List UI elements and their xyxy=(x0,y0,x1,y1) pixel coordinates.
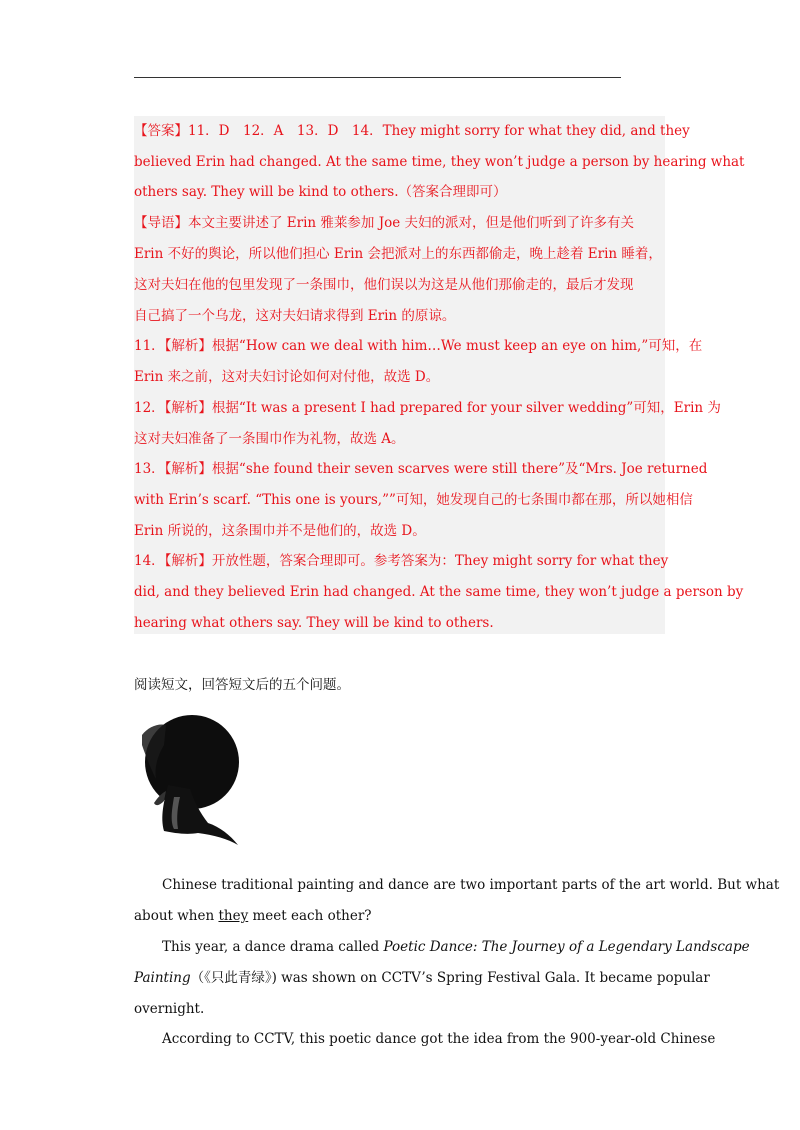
passage-p2-line2 xyxy=(134,970,710,986)
guide-line: Erin 不好的舆论，所以他们担心 Erin 会把派对上的东西都偷走，晚上趁着 Erin 睡着， xyxy=(134,246,662,262)
drama-title: Poetic Dance: The Journey of a Legendary Landscape xyxy=(383,939,750,955)
underlined-word-they: they xyxy=(218,908,249,924)
answer-explanation-box xyxy=(134,116,745,634)
text-span: （《只此青绿》) was shown on CCTV’s Spring Festival Gala. It became popular xyxy=(190,970,710,986)
analysis-11-line: 11．【解析】根据“How can we deal with him…We must keep an eye on him,”可知，在 xyxy=(134,338,703,354)
passage-p2-line3: overnight. xyxy=(134,1001,205,1017)
text-span: about when xyxy=(134,908,219,924)
guide-line: 【导语】本文主要讲述了 Erin 雅莱参加 Joe 夫妇的派对，但是他们听到了许多有关 xyxy=(134,215,635,231)
answer-line: others say. They will be kind to others.（答案合理即可） xyxy=(134,184,507,200)
analysis-14-line: 14．【解析】开放性题，答案合理即可。参考答案为：They might sorry for what they xyxy=(134,553,669,569)
passage-p3-line1: According to CCTV, this poetic dance got the idea from the 900-year-old Chinese xyxy=(162,1031,716,1047)
analysis-11-line: Erin 来之前，这对夫妇讨论如何对付他，故选 D。 xyxy=(134,369,440,385)
guide-line: 这对夫妇在他的包里发现了一条围巾，他们误以为这是从他们那偷走的，最后才发现 xyxy=(134,277,634,293)
analysis-14-line: hearing what others say. They will be kind to others. xyxy=(134,615,494,631)
passage-p2-line1 xyxy=(162,939,750,955)
analysis-13-line: with Erin’s scarf. “This one is yours,””可知，她发现自己的七条围巾都在那，所以她相信 xyxy=(134,492,693,508)
guide-line: 自己搞了一个乌龙，这对夫妇请求得到 Erin 的原谅。 xyxy=(134,308,456,324)
analysis-14-line: did, and they believed Erin had changed. At the same time, they won’t judge a person by xyxy=(134,584,744,600)
drama-title-cont: Painting xyxy=(134,970,191,986)
answer-line: 【答案】11．D 12．A 13．D 14．They might sorry for what they did, and they xyxy=(134,123,690,139)
answer-line: believed Erin had changed. At the same time, they won’t judge a person by hearing what xyxy=(134,154,745,170)
analysis-13-line: Erin 所说的，这条围巾并不是他们的，故选 D。 xyxy=(134,523,426,539)
reading-instruction: 阅读短文，回答短文后的五个问题。 xyxy=(134,677,350,693)
analysis-13-line: 13．【解析】根据“she found their seven scarves were still there”及“Mrs. Joe returned xyxy=(134,461,708,477)
passage-p1-line1: Chinese traditional painting and dance are two important parts of the art world. But what xyxy=(162,877,780,893)
ink-dancer-illustration xyxy=(134,705,244,855)
text-span: This year, a dance drama called xyxy=(162,939,384,955)
text-span: meet each other? xyxy=(248,908,372,924)
header-rule xyxy=(134,77,621,78)
passage-p1-line2 xyxy=(134,908,372,924)
analysis-12-line: 12．【解析】根据“It was a present I had prepared for your silver wedding”可知，Erin 为 xyxy=(134,400,721,416)
analysis-12-line: 这对夫妇准备了一条围巾作为礼物，故选 A。 xyxy=(134,431,405,447)
